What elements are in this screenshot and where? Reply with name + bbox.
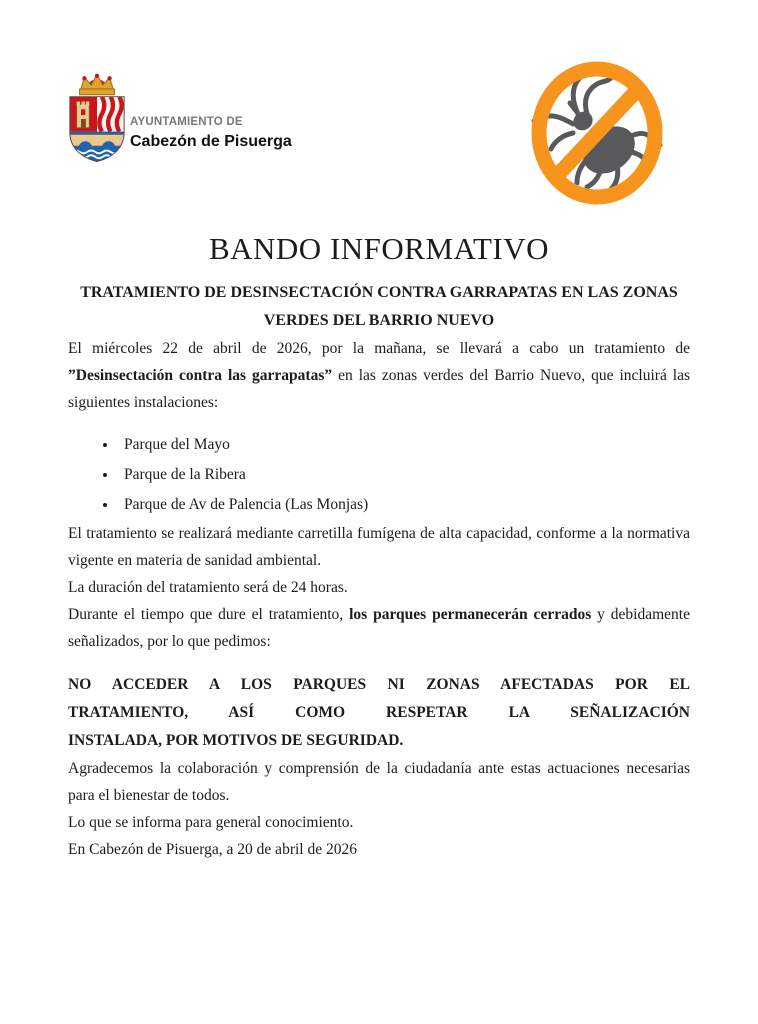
warning-line: TRATAMIENTO, ASÍ COMO RESPETAR LA SEÑALIZACIÓN (68, 704, 690, 721)
list-item-park: • Parque de la Ribera (118, 460, 690, 490)
paragraph-warning (68, 671, 690, 755)
paragraph-treatment-announcement: El miércoles 22 de abril de 2026, por la mañana, se llevará a cabo un tratamiento de ”Desinsectación contra las garrapatas” en las zonas verdes del Barrio Nuevo, que incluirá las siguientes instalaciones: (68, 340, 691, 411)
org-name: Cabezón de Pisuerga (130, 133, 292, 150)
bold-parks-closed: los parques permanecerán cerrados (349, 606, 592, 623)
paragraph-duration: La duración del tratamiento será de 24 horas. (68, 579, 348, 596)
page-title: BANDO INFORMATIVO (208, 231, 550, 266)
warning-line: INSTALADA, POR MOTIVOS DE SEGURIDAD. (68, 732, 404, 749)
paragraph-thanks: Agradecemos la colaboración y comprensión de la ciudadanía ante estas actuaciones necesarias para el bienestar de todos. (68, 760, 690, 804)
logo-text-block (130, 115, 292, 164)
no-ticks-prohibition-icon (531, 60, 663, 211)
coat-of-arms-icon (66, 72, 128, 164)
town-hall-logo (66, 72, 292, 164)
paragraph-place-date: En Cabezón de Pisuerga, a 20 de abril de 2026 (68, 841, 357, 858)
list-item-park: • Parque del Mayo (118, 430, 690, 460)
paragraph-parks-closed: Durante el tiempo que dure el tratamiento, los parques permanecerán cerrados y debidamente señalizados, por lo que pedimos: (68, 606, 690, 650)
bold-treatment-name: ”Desinsectación contra las garrapatas” (68, 367, 333, 384)
document-body (68, 231, 690, 863)
list-item-park: • Parque de Av de Palencia (Las Monjas) (118, 490, 690, 520)
paragraph-method: El tratamiento se realizará mediante carretilla fumígena de alta capacidad, conforme a la normativa vigente en materia de sanidad ambiental. (68, 525, 690, 569)
paragraph-closing: Lo que se informa para general conocimiento. (68, 814, 354, 831)
org-label: AYUNTAMIENTO DE (130, 116, 243, 128)
page-subtitle: TRATAMIENTO DE DESINSECTACIÓN CONTRA GARRAPATAS EN LAS ZONAS VERDES DEL BARRIO NUEVO (80, 284, 678, 329)
warning-line: NO ACCEDER A LOS PARQUES NI ZONAS AFECTADAS POR EL (68, 676, 690, 693)
park-list (68, 430, 690, 520)
